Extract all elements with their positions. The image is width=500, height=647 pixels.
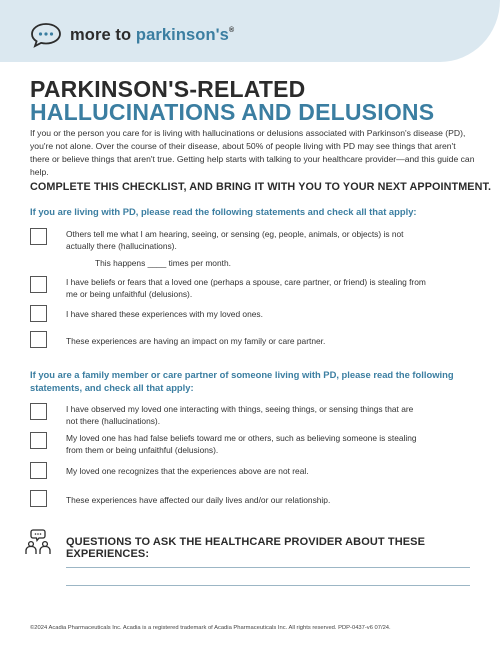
answer-line[interactable] bbox=[66, 585, 470, 586]
frequency-line: This happens ____ times per month. bbox=[95, 258, 231, 268]
checklist-item-text: I have observed my loved one interacting with things, seeing things, or sensing things that are not there (hallucinations). bbox=[66, 404, 414, 426]
page-title-line1: PARKINSON'S-RELATED bbox=[30, 76, 306, 102]
patient-section-heading: If you are living with PD, please read the following statements and check all that apply: bbox=[30, 206, 417, 217]
checklist-item-text: My loved one has had false beliefs toward me or others, such as believing someone is stealing from them or being unfaithful (delusions). bbox=[66, 433, 417, 455]
brand-name: more to parkinson's® bbox=[70, 25, 235, 44]
checkbox[interactable] bbox=[30, 228, 47, 245]
checkbox[interactable] bbox=[30, 432, 47, 449]
page-title-line2: HALLUCINATIONS AND DELUSIONS bbox=[30, 99, 435, 125]
checkbox[interactable] bbox=[30, 331, 47, 348]
checkbox[interactable] bbox=[30, 305, 47, 322]
questions-heading: QUESTIONS TO ASK THE HEALTHCARE PROVIDER ABOUT THESE EXPERIENCES: bbox=[66, 536, 426, 560]
checklist-heading: COMPLETE THIS CHECKLIST, AND BRING IT WITH YOU TO YOUR NEXT APPOINTMENT. bbox=[30, 181, 492, 193]
checkbox[interactable] bbox=[30, 403, 47, 420]
caregiver-section-heading: If you are a family member or care partner of someone living with PD, please read the following statements, and check all that apply: bbox=[30, 369, 454, 393]
checklist-item-text: My loved one recognizes that the experiences above are not real. bbox=[66, 466, 309, 476]
checkbox[interactable] bbox=[30, 462, 47, 479]
people-conversation-icon bbox=[24, 528, 52, 556]
checklist-item-text: These experiences are having an impact on my family or care partner. bbox=[66, 336, 326, 346]
checklist-item-text: Others tell me what I am hearing, seeing, or sensing (eg, people, animals, or objects) is not actually there (hallucinations). bbox=[66, 229, 404, 251]
checklist-item-text: I have shared these experiences with my loved ones. bbox=[66, 309, 263, 319]
brand-logo[interactable] bbox=[30, 22, 234, 48]
checklist-item-text: These experiences have affected our daily lives and/or our relationship. bbox=[66, 495, 331, 505]
footer-copyright: ©2024 Acadia Pharmaceuticals Inc. Acadia is a registered trademark of Acadia Pharmaceuticals Inc. All rights reserved. PDP-0437-v6 07/24. bbox=[30, 625, 391, 631]
speech-bubble-icon bbox=[30, 22, 62, 48]
checklist-item-text: I have beliefs or fears that a loved one (perhaps a spouse, care partner, or friend) is stealing from me or being unfaithful (delusions). bbox=[66, 277, 426, 299]
checkbox[interactable] bbox=[30, 490, 47, 507]
answer-line[interactable] bbox=[66, 567, 470, 568]
intro-paragraph: If you or the person you care for is living with hallucinations or delusions associated with Parkinson's disease (PD), you're not alone. Over the course of their disease, about 50% of people living with PD may see things that aren't there or believe things that aren't true. Getting help starts with talking to your healthcare provider—and this guide can help. bbox=[30, 128, 475, 177]
checkbox[interactable] bbox=[30, 276, 47, 293]
